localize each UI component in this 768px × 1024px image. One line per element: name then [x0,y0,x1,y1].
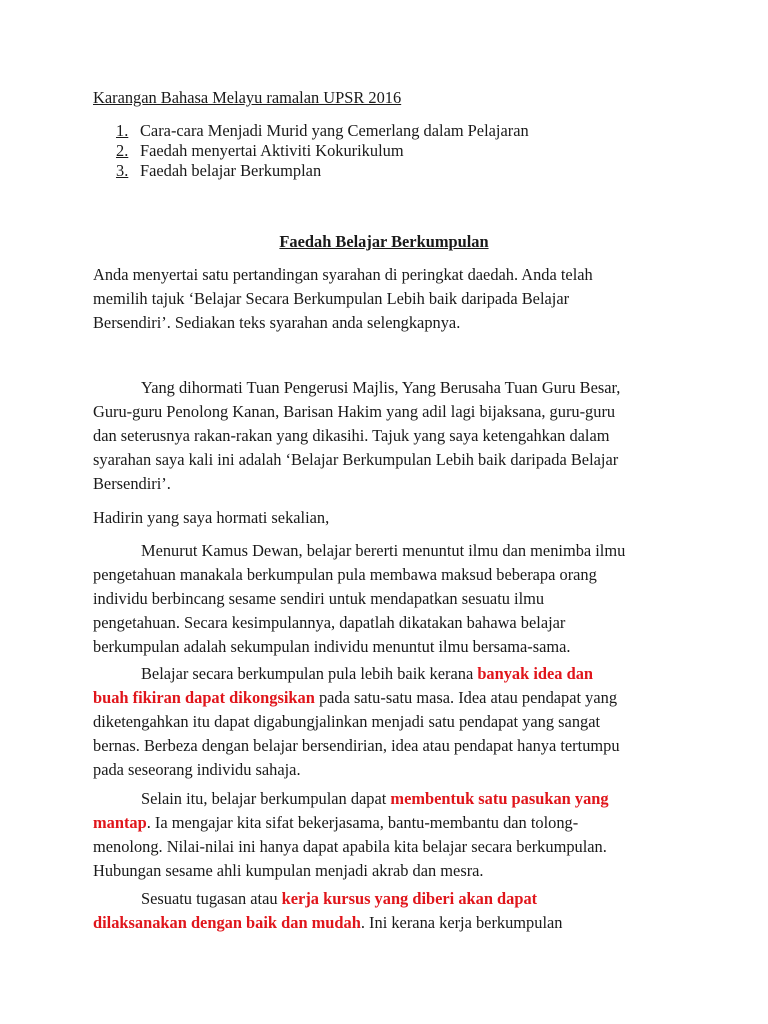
topic-text: Faedah menyertai Aktiviti Kokurikulum [140,141,404,160]
text-line [93,811,683,835]
body-text: pada satu-satu masa. Idea atau pendapat yang [314,688,618,707]
text-line [93,787,683,811]
topic-number: 2. [116,141,129,160]
text-line: memilih tajuk ‘Belajar Secara Berkumpulan Lebih baik daripada Belajar [93,289,570,308]
text-line: Bersendiri’. [93,474,171,493]
definition-paragraph [93,539,683,659]
text-line: menolong. Nilai-nilai ini hanya dapat apabila kita belajar secara berkumpulan. [93,837,607,856]
text-line: Hubungan sesame ahli kumpulan menjadi akrab dan mesra. [93,861,484,880]
highlight-text: kerja kursus yang diberi akan dapat [281,889,538,908]
topic-item [116,141,529,161]
text-line: Guru-guru Penolong Kanan, Barisan Hakim yang adil lagi bijaksana, guru-guru [93,402,616,421]
text-line: diketengahkan itu dapat digabungjalinkan menjadi satu pendapat yang sangat [93,712,601,731]
highlight-text: membentuk satu pasukan yang [390,789,609,808]
highlight-text: dilaksanakan dengan baik dan mudah [93,913,361,932]
text-line: individu berbincang sesame sendiri untuk mendapatkan sesuatu ilmu [93,589,545,608]
topic-list [116,121,529,181]
body-text: Sesuatu tugasan atau [141,889,282,908]
text-line: Yang dihormati Tuan Pengerusi Majlis, Yang Berusaha Tuan Guru Besar, [141,378,621,397]
topic-number: 1. [116,121,129,140]
highlight-text: banyak idea dan [477,664,594,683]
text-line [93,686,683,710]
text-line: syarahan saya kali ini adalah ‘Belajar Berkumpulan Lebih baik daripada Belajar [93,450,619,469]
document-title: Karangan Bahasa Melayu ramalan UPSR 2016 [93,88,402,107]
text-line: bernas. Berbeza dengan belajar bersendirian, idea atau pendapat hanya tertumpu [93,736,620,755]
greeting-paragraph [93,376,683,496]
text-line: berkumpulan adalah sekumpulan individu menuntut ilmu bersama-sama. [93,637,571,656]
topic-item [116,121,529,141]
highlight-text: buah fikiran dapat dikongsikan [93,688,315,707]
text-line [93,911,683,935]
topic-text: Faedah belajar Berkumplan [140,161,322,180]
idea-sharing-paragraph [93,662,683,782]
highlight-text: mantap [93,813,147,832]
essay-heading: Faedah Belajar Berkumpulan [279,232,489,251]
text-line: dan seterusnya rakan-rakan yang dikasihi. Tajuk yang saya ketengahkan dalam [93,426,610,445]
text-line: pengetahuan. Secara kesimpulannya, dapatlah dikatakan bahawa belajar [93,613,566,632]
text-line: Menurut Kamus Dewan, belajar bererti menuntut ilmu dan menimba ilmu [141,541,626,560]
body-text: Selain itu, belajar berkumpulan dapat [141,789,391,808]
text-line: Bersendiri’. Sediakan teks syarahan anda selengkapnya. [93,313,461,332]
body-text: . Ini kerana kerja berkumpulan [360,913,563,932]
text-line [93,887,683,911]
coursework-paragraph [93,887,683,935]
topic-item [116,161,529,181]
topic-text: Cara-cara Menjadi Murid yang Cemerlang dalam Pelajaran [140,121,529,140]
text-line: pengetahuan manakala berkumpulan pula membawa maksud beberapa orang [93,565,597,584]
text-line: Anda menyertai satu pertandingan syarahan di peringkat daedah. Anda telah [93,265,593,284]
text-line: pada seseorang individu sahaja. [93,760,301,779]
question-paragraph [93,263,683,335]
salutation-line: Hadirin yang saya hormati sekalian, [93,508,330,527]
body-text: Belajar secara berkumpulan pula lebih baik kerana [141,664,478,683]
text-line [93,662,683,686]
topic-number: 3. [116,161,129,180]
body-text: . Ia mengajar kita sifat bekerjasama, bantu-membantu dan tolong- [146,813,579,832]
teamwork-paragraph [93,787,683,883]
